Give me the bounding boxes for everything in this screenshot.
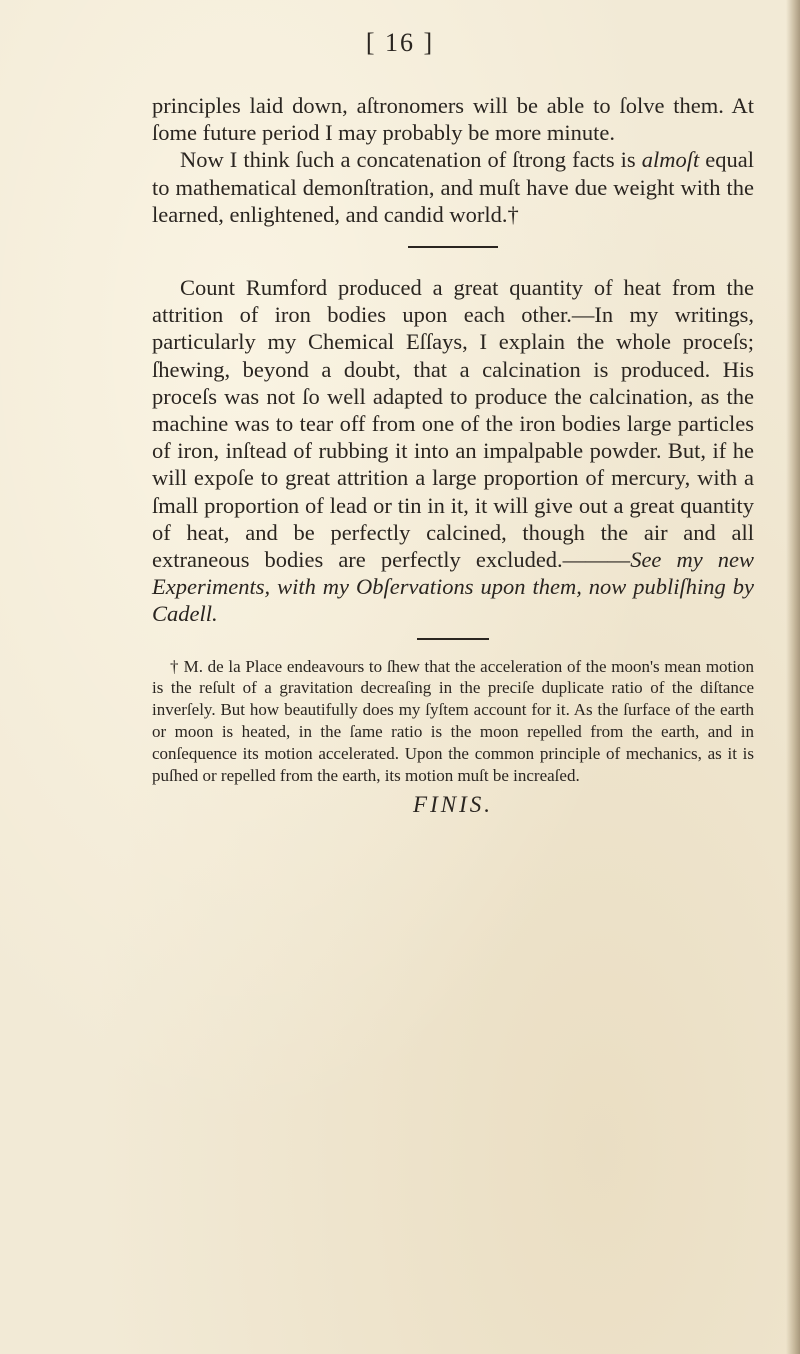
page-edge-shadow (786, 0, 800, 1354)
section-divider (408, 246, 498, 248)
footnote: † M. de la Place endeavours to ſhew that the acceleration of the moon's mean motion is the reſult of a gravitation decreaſing in the preciſe duplicate ratio of the diſtance inverſely. But how beautifully does my ſyſtem account for it. As the ſurface of the earth or moon is heated, in the ſame ratio is the moon repelled from the earth, and in conſequence its motion accelerated. Upon the common principle of mechanics, as it is puſhed or repelled from the earth, its motion muſt be increaſed. (152, 656, 754, 785)
paragraph-2-text-end: equal to mathematical demonſtration, and muſt have due weight with the learned, enlightened, and candid world.† (152, 147, 755, 227)
page-number: [ 16 ] (365, 28, 435, 57)
paragraph-3 (152, 274, 754, 628)
paragraph-3-text: Count Rumford produced a great quantity of heat from the attrition of iron bodies upon each other.—In my writings, particularly my Chemical Eſſays, I explain the whole proceſs; ſhewing, beyond a doubt, that a calcination is produced. His proceſs was not ſo well adapted to produce the calcination, as the machine was to tear off from one of the iron bodies large particles of iron, inſtead of rubbing it into an impalpable powder. But, if he will expoſe to great attrition a large proportion of mercury, with a ſmall proportion of lead or tin in it, it will give out a great quantity of heat, and be perfectly calcined, though the air and all extraneous bodies are perfectly excluded.——— (152, 275, 754, 573)
finis-label: FINIS. (413, 792, 493, 818)
paragraph-2-italic: almoſt (641, 147, 700, 173)
footnote-divider (417, 638, 489, 640)
paragraph-2 (152, 146, 754, 228)
paragraph-1: principles laid down, aſtronomers will be able to ſolve them. At ſome future period I may probably be more minute. (152, 93, 754, 146)
paragraph-3-citation: See my new Experiments, with my Obſervations upon them, now publiſhing by Cadell. (152, 547, 755, 627)
page-content (152, 92, 754, 818)
paragraph-2-text: Now I think ſuch a concatenation of ſtrong facts is (180, 147, 642, 173)
